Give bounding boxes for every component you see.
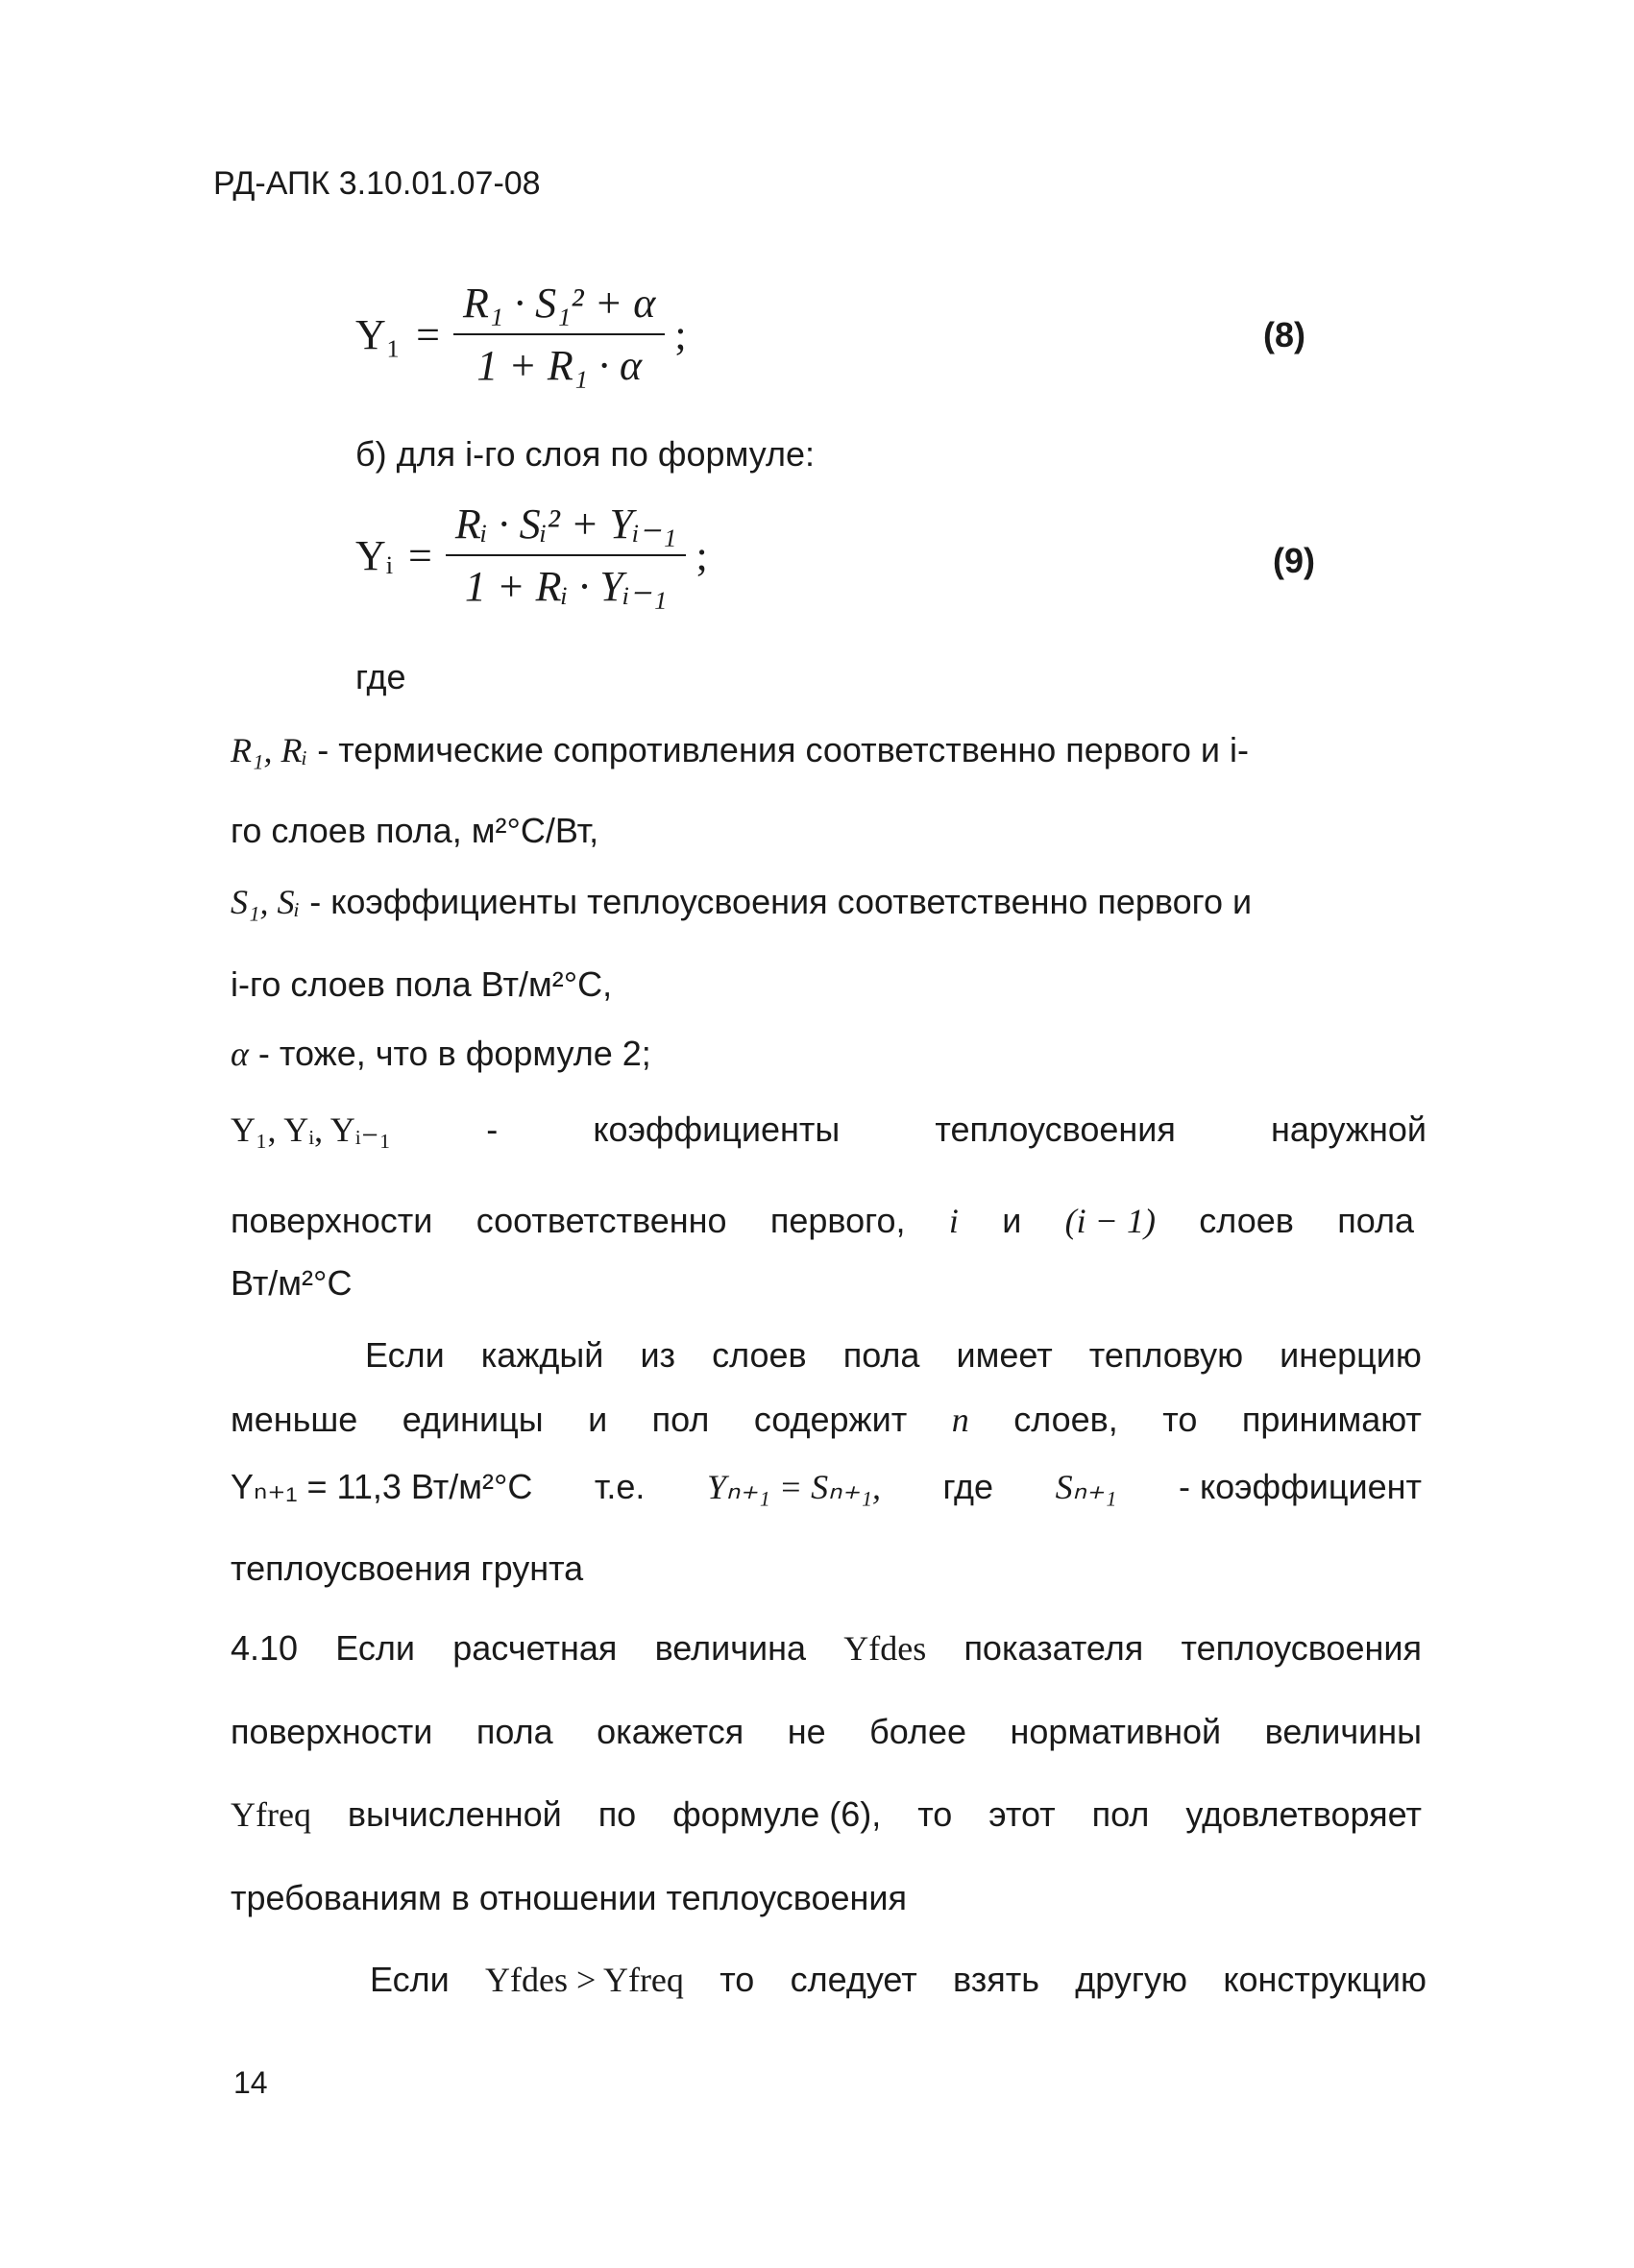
para1-word: имеет	[956, 1335, 1053, 1375]
para2-word: этот	[988, 1794, 1056, 1834]
s-text-1: - коэффициенты теплоусвоения соответственно первого и	[309, 882, 1253, 921]
para1-word: - коэффициент	[1178, 1467, 1422, 1506]
para1-word: слоев	[712, 1335, 807, 1375]
formula-9-semicolon: ;	[695, 531, 708, 579]
formula-9-equals: =	[407, 531, 432, 579]
para2-line1	[231, 1628, 1422, 1669]
para2-line3	[231, 1794, 1422, 1835]
definition-alpha	[231, 1034, 651, 1074]
para2-word: поверхности	[231, 1712, 433, 1751]
para3-word: следует	[790, 1960, 917, 1999]
y-line2-word: первого,	[769, 1201, 906, 1240]
para2-word: более	[869, 1712, 967, 1751]
y-line2-word: (i − 1)	[1064, 1202, 1156, 1240]
para1-line2	[231, 1400, 1422, 1440]
para1-word: Sₙ₊₁	[1055, 1468, 1117, 1506]
para1-line3	[231, 1467, 1422, 1507]
para3-line1	[370, 1960, 1427, 2000]
item-b-text: б) для i-го слоя по формуле:	[355, 434, 815, 474]
para2-word: по	[598, 1794, 637, 1834]
definition-r-line1	[231, 730, 1249, 770]
para2-word: удовлетворяет	[1185, 1794, 1422, 1834]
para2-word: вычисленной	[347, 1794, 562, 1834]
where-label: где	[355, 657, 406, 696]
formula-9-numerator: Rᵢ · Sᵢ² + Yᵢ₋₁	[446, 500, 687, 556]
y-word: наружной	[1270, 1110, 1427, 1149]
para3-word: Yfdes > Yfreq	[485, 1961, 684, 1999]
para2-word: то	[917, 1794, 953, 1834]
document-code: РД-АПК 3.10.01.07-08	[213, 165, 541, 202]
para1-word: Yₙ₊₁ = 11,3 Вт/м²°С	[231, 1467, 533, 1506]
para2-word: величина	[654, 1628, 807, 1668]
para2-word: 4.10	[231, 1628, 299, 1668]
y-word: теплоусвоения	[935, 1110, 1176, 1149]
para1-word: где	[942, 1467, 994, 1506]
para2-word: окажется	[597, 1712, 744, 1751]
para2-word: формуле (6),	[672, 1794, 882, 1834]
formula-8	[355, 279, 687, 390]
formula-9-denominator: 1 + Rᵢ · Yᵢ₋₁	[464, 563, 668, 610]
para1-word: т.е.	[594, 1467, 646, 1506]
para2-line2	[231, 1712, 1422, 1752]
formula-9	[355, 500, 708, 611]
para1-word: содержит	[753, 1400, 908, 1439]
r-symbols: R₁, Rᵢ	[231, 731, 308, 769]
alpha-text: - тоже, что в формуле 2;	[257, 1034, 651, 1073]
formula-8-lhs: Y₁	[355, 310, 402, 358]
para3-word: конструкцию	[1223, 1960, 1427, 1999]
para1-line4: теплоусвоения грунта	[231, 1549, 584, 1588]
y-symbols: Y₁, Yᵢ, Yᵢ₋₁	[231, 1110, 392, 1149]
para3-word: то	[719, 1960, 755, 1999]
para2-word: расчетная	[452, 1628, 618, 1668]
para2-word: теплоусвоения	[1181, 1628, 1422, 1668]
para2-line4: требованиям в отношении теплоусвоения	[231, 1878, 907, 1917]
formula-8-denominator: 1 + R₁ · α	[476, 342, 643, 389]
formula-8-semicolon: ;	[674, 310, 687, 358]
formula-8-numerator: R₁ · S₁² + α	[453, 279, 665, 335]
y-line2-word: i	[948, 1202, 959, 1240]
para1-word: Yₙ₊₁ = Sₙ₊₁,	[706, 1468, 881, 1506]
s-symbols: S₁, Sᵢ	[231, 883, 301, 921]
definition-s-line1	[231, 882, 1252, 922]
page-number: 14	[233, 2065, 268, 2100]
definition-y-line1	[231, 1110, 1427, 1150]
para1-word: слоев,	[1013, 1400, 1118, 1439]
para1-word: n	[951, 1401, 969, 1439]
y-word: коэффициенты	[593, 1110, 841, 1149]
para1-word: из	[640, 1335, 676, 1375]
para1-word: то	[1162, 1400, 1198, 1439]
definition-r-line2: го слоев пола, м²°С/Вт,	[231, 811, 599, 850]
para2-word: пола	[476, 1712, 553, 1751]
para3-word: другую	[1075, 1960, 1188, 1999]
equation-number-8: (8)	[1263, 315, 1305, 354]
y-line2-word: пола	[1337, 1201, 1414, 1240]
para2-word: Yfdes	[843, 1629, 927, 1668]
para2-word: Yfreq	[231, 1795, 311, 1834]
para2-word: нормативной	[1010, 1712, 1222, 1751]
y-line2-word: и	[1002, 1201, 1022, 1240]
para1-word: пол	[651, 1400, 710, 1439]
definition-y-line3: Вт/м²°С	[231, 1263, 353, 1303]
para3-word: Если	[370, 1960, 450, 1999]
r-text-1: - термические сопротивления соответственно первого и i-	[317, 730, 1249, 769]
equation-number-9: (9)	[1273, 541, 1315, 580]
y-line2-word: поверхности	[231, 1201, 433, 1240]
para1-word: принимают	[1241, 1400, 1422, 1439]
definition-s-line2: i-го слоев пола Вт/м²°С,	[231, 964, 613, 1004]
para1-word: меньше	[231, 1400, 358, 1439]
para1-word: пола	[842, 1335, 920, 1375]
para1-word: и	[588, 1400, 608, 1439]
para2-word: Если	[335, 1628, 416, 1668]
para3-word: взять	[953, 1960, 1039, 1999]
para1-word: инерцию	[1280, 1335, 1422, 1375]
formula-8-equals: =	[416, 310, 440, 358]
definition-y-line2	[231, 1201, 1414, 1241]
alpha-symbol: α	[231, 1035, 249, 1073]
para1-line1	[365, 1335, 1422, 1376]
formula-9-lhs: Yᵢ	[355, 531, 393, 579]
para1-word: каждый	[480, 1335, 604, 1375]
para1-word: тепловую	[1088, 1335, 1244, 1375]
para1-word: единицы	[402, 1400, 544, 1439]
y-word: -	[486, 1110, 499, 1149]
y-line2-word: слоев	[1199, 1201, 1294, 1240]
para1-word: Если	[365, 1335, 445, 1375]
para2-word: показателя	[963, 1628, 1144, 1668]
para2-word: пол	[1091, 1794, 1150, 1834]
para2-word: величины	[1264, 1712, 1422, 1751]
para2-word: не	[787, 1712, 826, 1751]
y-line2-word: соответственно	[476, 1201, 727, 1240]
